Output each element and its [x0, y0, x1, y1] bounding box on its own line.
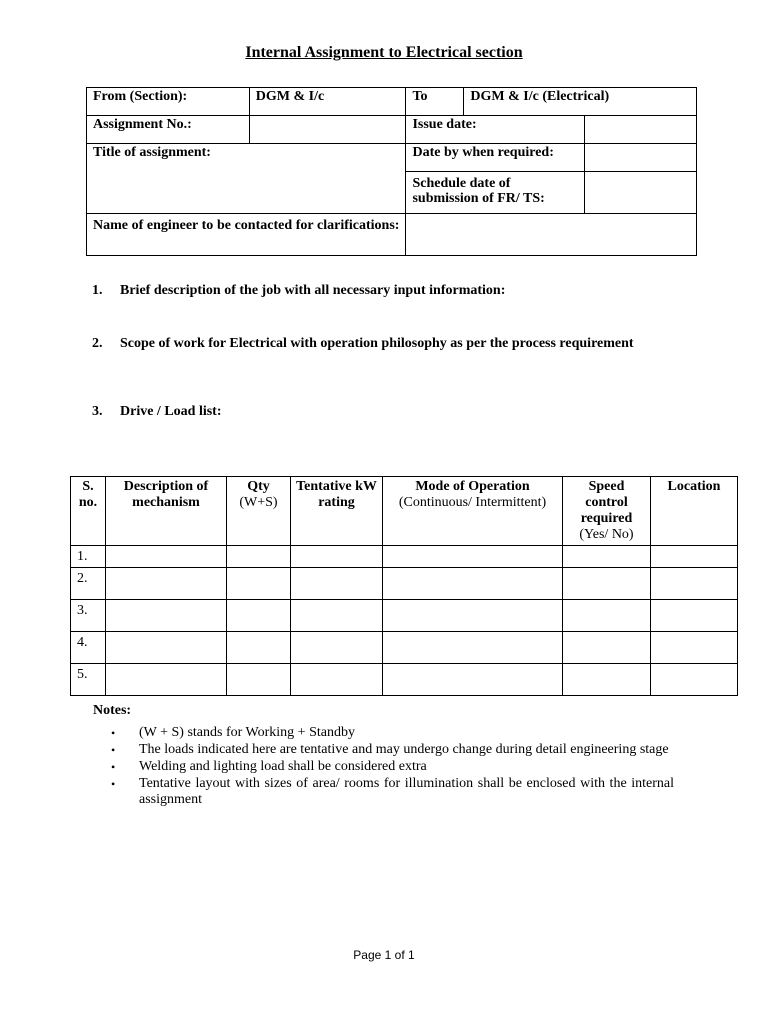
to-label: To [406, 88, 464, 116]
engineer-contact-label: Name of engineer to be contacted for clarifications: [87, 214, 406, 256]
notes-list [111, 725, 674, 809]
from-value: DGM & I/c [249, 88, 406, 116]
list-item [111, 759, 674, 775]
table-row [71, 546, 738, 568]
note-text: The loads indicated here are tentative and may undergo change during detail engineering stage [139, 742, 669, 757]
to-value: DGM & I/c (Electrical) [464, 88, 697, 116]
col-header-mode: Mode of Operation (Continuous/ Intermittent) [383, 477, 563, 546]
assignment-no-label: Assignment No.: [87, 116, 250, 144]
row-number: 3. [71, 600, 106, 632]
row-number: 5. [71, 664, 106, 696]
list-item [111, 742, 674, 758]
col-header-kw-rating: Tentative kW rating [291, 477, 383, 546]
schedule-date-label: Schedule date of submission of FR/ TS: [406, 172, 585, 214]
note-text: (W + S) stands for Working + Standby [139, 725, 355, 740]
section-1-number: 1. [92, 283, 103, 298]
bullet-icon: • [111, 726, 116, 740]
drive-load-table [70, 476, 738, 696]
section-2-text: Scope of work for Electrical with operation philosophy as per the process requirement [120, 336, 634, 351]
date-required-label: Date by when required: [406, 144, 585, 172]
from-label: From (Section): [87, 88, 250, 116]
table-row [71, 632, 738, 664]
schedule-date-value [585, 172, 697, 214]
list-item [111, 776, 674, 808]
col-header-sno: S. no. [71, 477, 106, 546]
header-table [86, 87, 697, 256]
col-header-location: Location [651, 477, 738, 546]
section-2-number: 2. [92, 336, 103, 351]
row-number: 1. [71, 546, 106, 568]
document-title: Internal Assignment to Electrical section [245, 44, 523, 61]
col-header-description: Description of mechanism [106, 477, 227, 546]
table-row [71, 568, 738, 600]
list-item [111, 725, 674, 741]
issue-date-value [585, 116, 697, 144]
col-header-speed-control: Speed control required (Yes/ No) [563, 477, 651, 546]
bullet-icon: • [111, 760, 116, 774]
issue-date-label: Issue date: [406, 116, 585, 144]
section-3-text: Drive / Load list: [120, 404, 222, 419]
row-number: 2. [71, 568, 106, 600]
bullet-icon: • [111, 777, 116, 791]
col-header-qty: Qty (W+S) [227, 477, 291, 546]
section-3-number: 3. [92, 404, 103, 419]
table-row [71, 600, 738, 632]
notes-title: Notes: [93, 703, 132, 718]
page-number: Page 1 of 1 [353, 948, 415, 962]
note-text: Welding and lighting load shall be considered extra [139, 759, 427, 774]
title-of-assignment-label: Title of assignment: [87, 144, 406, 214]
table-row [71, 664, 738, 696]
row-number: 4. [71, 632, 106, 664]
assignment-no-value [249, 116, 406, 144]
section-1-text: Brief description of the job with all necessary input information: [120, 283, 506, 298]
bullet-icon: • [111, 743, 116, 757]
engineer-contact-value [406, 214, 697, 256]
date-required-value [585, 144, 697, 172]
note-text: Tentative layout with sizes of area/ rooms for illumination shall be enclosed with the internal assignment [139, 776, 674, 807]
